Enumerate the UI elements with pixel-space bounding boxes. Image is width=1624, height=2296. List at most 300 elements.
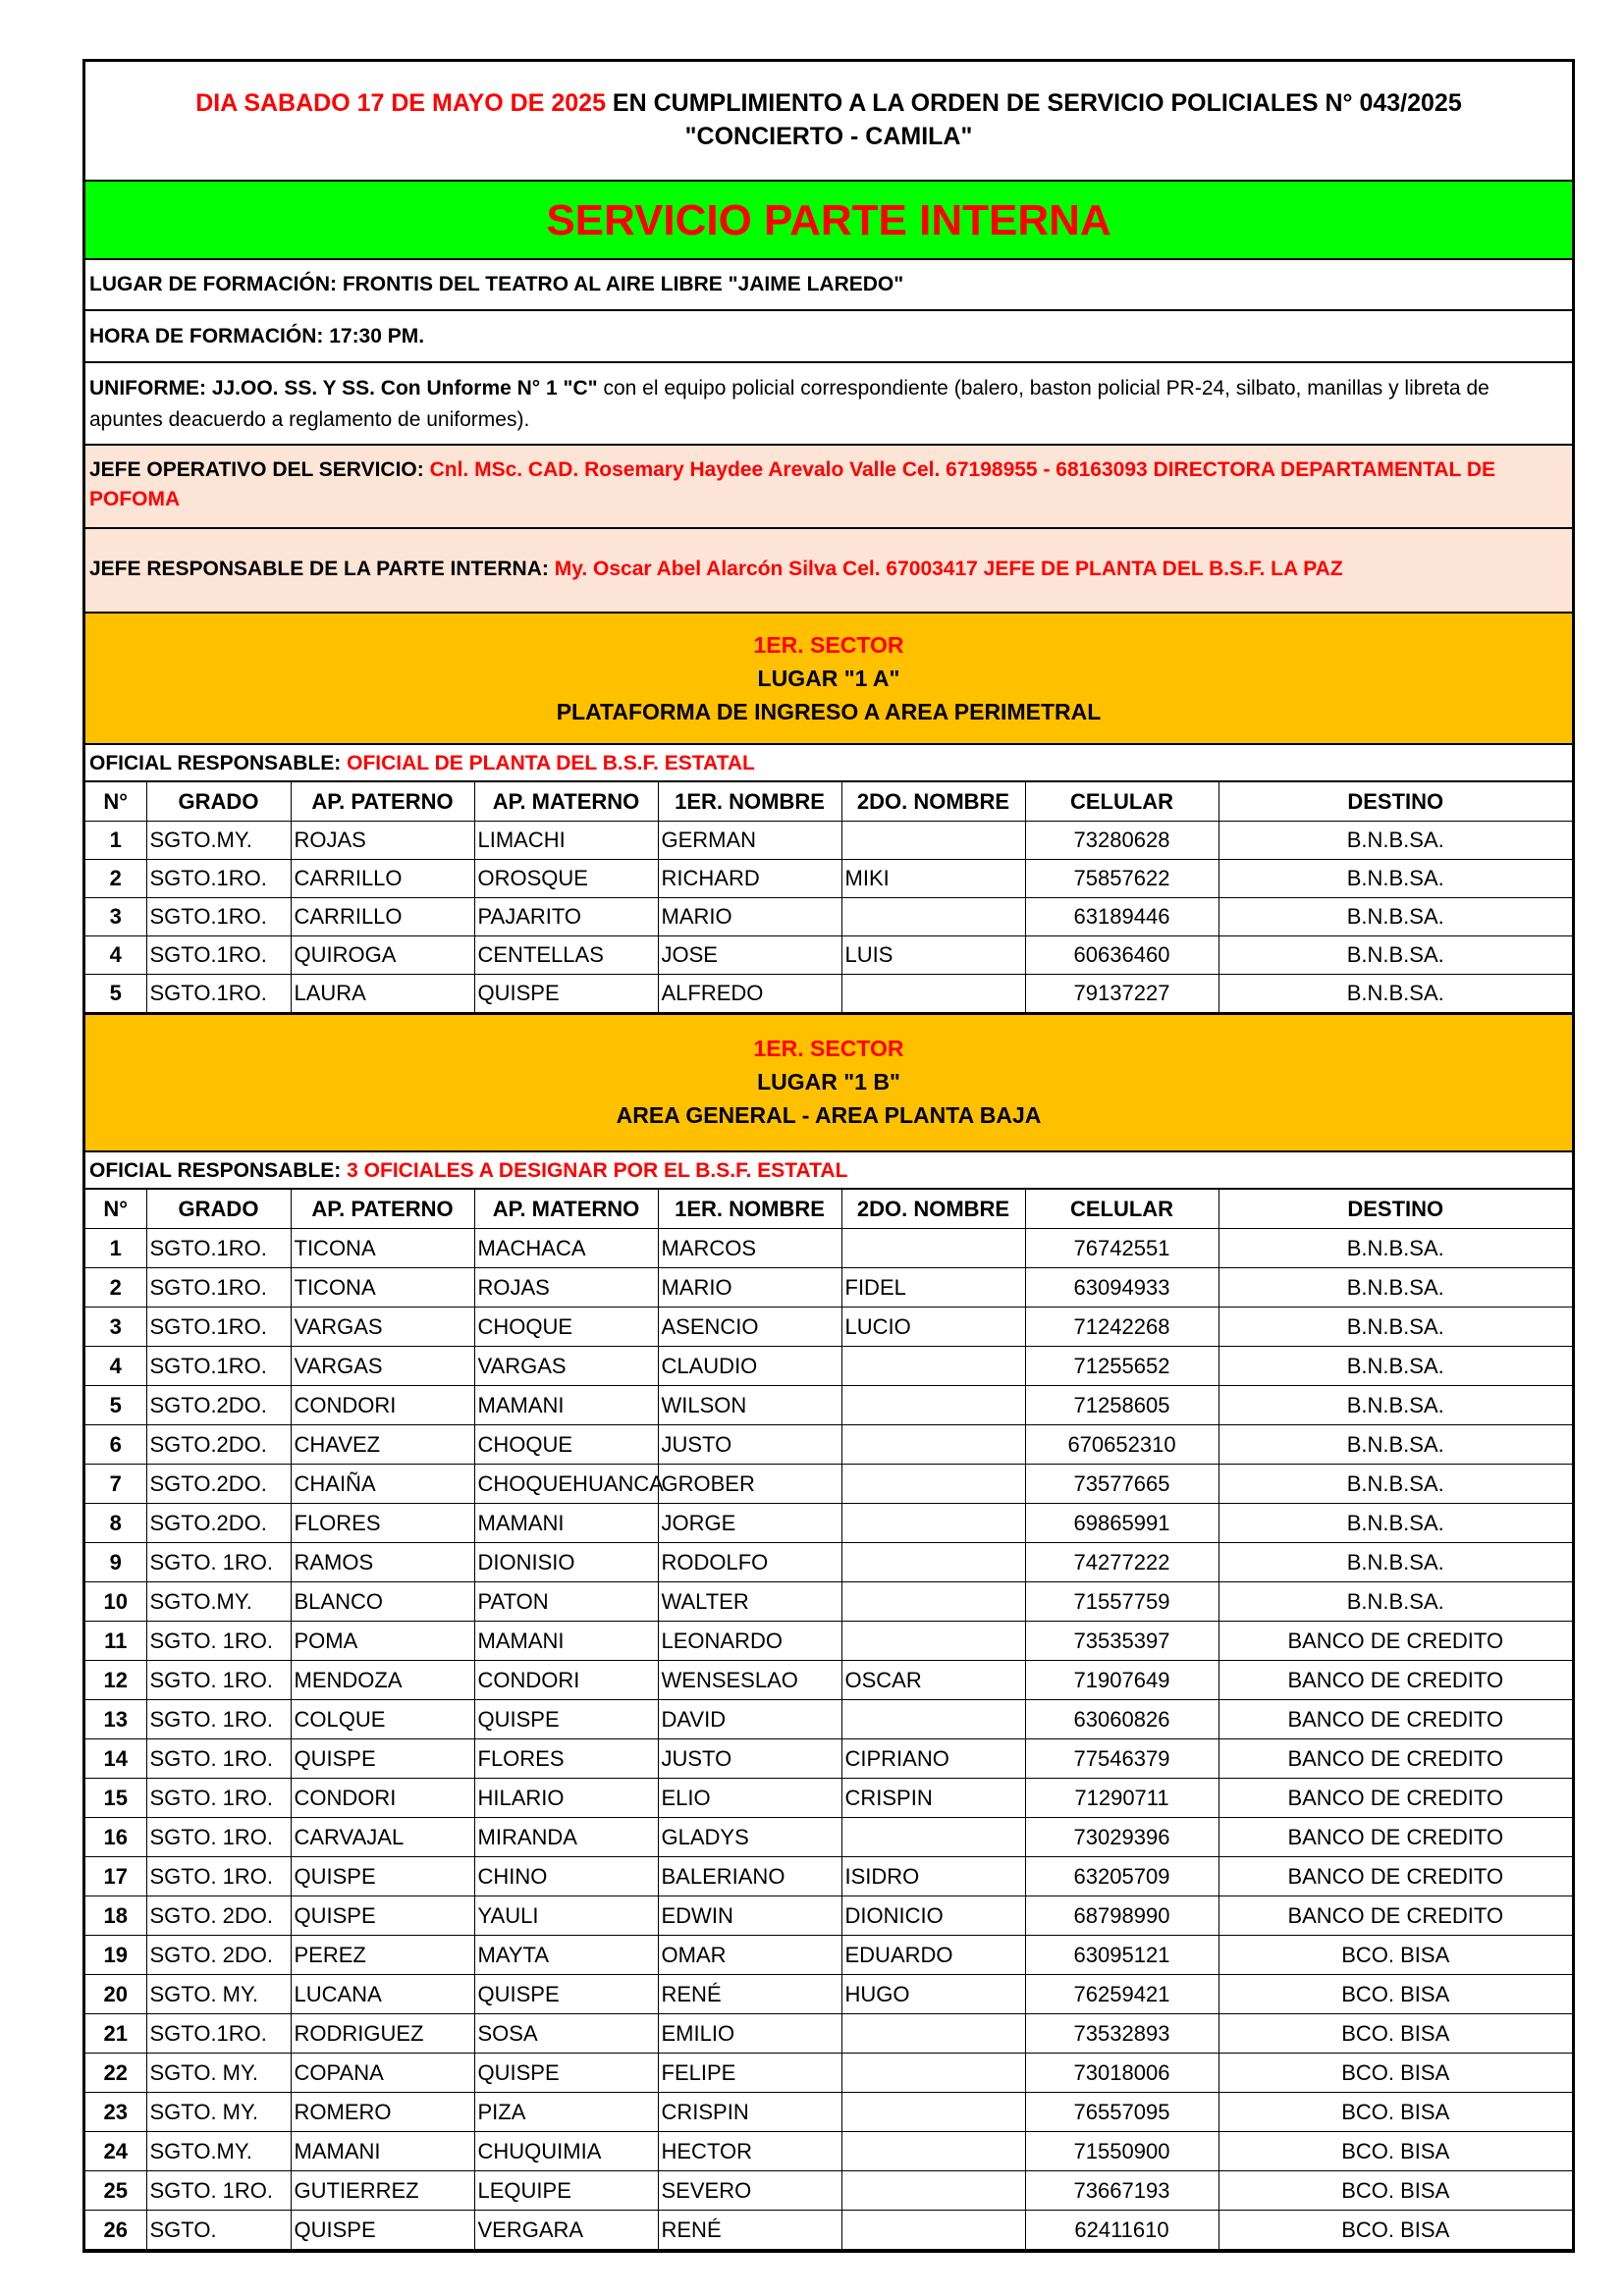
col-second-name-cell [841, 1347, 1025, 1386]
col-second-name-cell [841, 1622, 1025, 1661]
col-phone-cell: 63189446 [1025, 898, 1218, 936]
col-number-cell: 1 [85, 822, 146, 860]
table-row [85, 1425, 1572, 1465]
table-row [85, 2093, 1572, 2132]
col-paternal-surname-cell: FLORES [291, 1504, 474, 1543]
col-destination-cell: B.N.B.SA. [1218, 1465, 1572, 1504]
col-phone-cell: 670652310 [1025, 1425, 1218, 1465]
col-first-name-cell: EDWIN [658, 1896, 841, 1936]
col-number-cell: 26 [85, 2211, 146, 2250]
col-phone-cell: 76742551 [1025, 1229, 1218, 1268]
col-second-name-cell [841, 1700, 1025, 1739]
col-first-name-cell: RENÉ [658, 1975, 841, 2014]
header-line-1 [85, 86, 1572, 120]
sector-area: PLATAFORMA DE INGRESO A AREA PERIMETRAL [556, 699, 1102, 724]
col-paternal-surname-cell: BLANCO [291, 1582, 474, 1622]
table-row [85, 1308, 1572, 1347]
col-destination-cell: B.N.B.SA. [1218, 1582, 1572, 1622]
table-row [85, 1818, 1572, 1857]
col-paternal-surname-cell: ROJAS [291, 822, 474, 860]
col-first-name-cell: EMILIO [658, 2014, 841, 2054]
col-destination-cell: B.N.B.SA. [1218, 1229, 1572, 1268]
service-banner: SERVICIO PARTE INTERNA [85, 182, 1572, 260]
col-second-name-cell [841, 1465, 1025, 1504]
col-phone-cell: 73029396 [1025, 1818, 1218, 1857]
sector-place: LUGAR "1 B" [757, 1069, 900, 1095]
col-rank-cell: SGTO. 1RO. [146, 1700, 291, 1739]
col-first-name-cell: ELIO [658, 1779, 841, 1818]
formation-place: LUGAR DE FORMACIÓN: FRONTIS DEL TEATRO AL AIRE LIBRE "JAIME LAREDO" [85, 260, 1572, 311]
col-paternal-surname-cell: GUTIERREZ [291, 2171, 474, 2211]
col-first-name-cell: SEVERO [658, 2171, 841, 2211]
col-first-name-header: 1ER. NOMBRE [658, 782, 841, 822]
col-destination-cell: B.N.B.SA. [1218, 1386, 1572, 1425]
col-rank-cell: SGTO.2DO. [146, 1504, 291, 1543]
sector-1b-officer [85, 1152, 1572, 1190]
col-paternal-surname-cell: POMA [291, 1622, 474, 1661]
col-number-cell: 23 [85, 2093, 146, 2132]
col-maternal-surname-cell: FLORES [474, 1739, 658, 1779]
header-date: DIA SABADO 17 DE MAYO DE 2025 [195, 89, 606, 117]
col-phone-cell: 63060826 [1025, 1700, 1218, 1739]
uniform-info [85, 363, 1572, 446]
col-maternal-surname-cell: PATON [474, 1582, 658, 1622]
table-row [85, 1229, 1572, 1268]
col-phone-cell: 73018006 [1025, 2054, 1218, 2093]
col-number-cell: 6 [85, 1425, 146, 1465]
col-phone-cell: 71550900 [1025, 2132, 1218, 2171]
col-second-name-cell: OSCAR [841, 1661, 1025, 1700]
col-second-name-cell: EDUARDO [841, 1936, 1025, 1975]
col-rank-cell: SGTO. MY. [146, 2093, 291, 2132]
col-phone-cell: 60636460 [1025, 936, 1218, 975]
table-row [85, 2014, 1572, 2054]
col-phone-cell: 71290711 [1025, 1779, 1218, 1818]
col-destination-cell: BANCO DE CREDITO [1218, 1622, 1572, 1661]
col-phone-cell: 71242268 [1025, 1308, 1218, 1347]
header-order: EN CUMPLIMIENTO A LA ORDEN DE SERVICIO POLICIALES N° 043/2025 [605, 89, 1462, 117]
col-second-name-cell [841, 975, 1025, 1013]
table-row [85, 1582, 1572, 1622]
col-maternal-surname-cell: VERGARA [474, 2211, 658, 2250]
col-maternal-surname-cell: QUISPE [474, 975, 658, 1013]
col-phone-cell: 63095121 [1025, 1936, 1218, 1975]
col-number-cell: 24 [85, 2132, 146, 2171]
sector-1a-header [85, 614, 1572, 745]
col-maternal-surname-cell: CHOQUEHUANCA [474, 1465, 658, 1504]
col-rank-cell: SGTO. [146, 2211, 291, 2250]
col-paternal-surname-cell: QUISPE [291, 2211, 474, 2250]
col-number-cell: 18 [85, 1896, 146, 1936]
col-paternal-surname-cell: QUIROGA [291, 936, 474, 975]
col-number-cell: 9 [85, 1543, 146, 1582]
col-maternal-surname-cell: MACHACA [474, 1229, 658, 1268]
col-destination-cell: BANCO DE CREDITO [1218, 1896, 1572, 1936]
col-paternal-surname-cell: COPANA [291, 2054, 474, 2093]
col-number-cell: 17 [85, 1857, 146, 1896]
col-first-name-cell: ALFREDO [658, 975, 841, 1013]
col-number-cell: 5 [85, 1386, 146, 1425]
col-destination-cell: BCO. BISA [1218, 1975, 1572, 2014]
sector-1b-header [85, 1015, 1572, 1152]
sector-title: 1ER. SECTOR [753, 632, 904, 658]
sector-place: LUGAR "1 A" [757, 666, 900, 691]
col-phone-cell: 71557759 [1025, 1582, 1218, 1622]
col-second-name-cell [841, 1425, 1025, 1465]
col-phone-cell: 74277222 [1025, 1543, 1218, 1582]
col-first-name-cell: JUSTO [658, 1425, 841, 1465]
col-first-name-cell: BALERIANO [658, 1857, 841, 1896]
col-first-name-cell: GROBER [658, 1465, 841, 1504]
col-paternal-surname-cell: LUCANA [291, 1975, 474, 2014]
col-maternal-surname-cell: MAMANI [474, 1504, 658, 1543]
col-first-name-cell: GERMAN [658, 822, 841, 860]
col-destination-cell: BANCO DE CREDITO [1218, 1700, 1572, 1739]
col-maternal-surname-cell: HILARIO [474, 1779, 658, 1818]
col-maternal-surname-cell: SOSA [474, 2014, 658, 2054]
col-maternal-surname-cell: QUISPE [474, 2054, 658, 2093]
col-first-name-cell: JUSTO [658, 1739, 841, 1779]
col-number-cell: 2 [85, 860, 146, 898]
internal-chief-label: JEFE RESPONSABLE DE LA PARTE INTERNA: [89, 558, 555, 580]
col-number-cell: 4 [85, 1347, 146, 1386]
col-paternal-surname-cell: CARRILLO [291, 860, 474, 898]
col-first-name-cell: WILSON [658, 1386, 841, 1425]
table-header-row [85, 782, 1572, 822]
table-row [85, 1268, 1572, 1308]
col-first-name-cell: GLADYS [658, 1818, 841, 1857]
col-second-name-cell: CIPRIANO [841, 1739, 1025, 1779]
table-row [85, 1465, 1572, 1504]
officer-label: OFICIAL RESPONSABLE: [89, 1159, 348, 1182]
table-row [85, 2211, 1572, 2250]
col-maternal-surname-cell: MAMANI [474, 1622, 658, 1661]
table-row [85, 1739, 1572, 1779]
col-maternal-surname-cell: QUISPE [474, 1975, 658, 2014]
col-second-name-cell [841, 2014, 1025, 2054]
col-first-name-cell: LEONARDO [658, 1622, 841, 1661]
col-destination-cell: B.N.B.SA. [1218, 1268, 1572, 1308]
col-rank-cell: SGTO.MY. [146, 2132, 291, 2171]
table-row [85, 2171, 1572, 2211]
col-rank-cell: SGTO.2DO. [146, 1425, 291, 1465]
officer-label: OFICIAL RESPONSABLE: [89, 752, 348, 774]
table-row [85, 1936, 1572, 1975]
col-rank-cell: SGTO.1RO. [146, 1229, 291, 1268]
col-number-cell: 1 [85, 1229, 146, 1268]
col-destination-cell: B.N.B.SA. [1218, 1308, 1572, 1347]
col-destination-cell: B.N.B.SA. [1218, 1347, 1572, 1386]
col-second-name-cell: MIKI [841, 860, 1025, 898]
table-row [85, 898, 1572, 936]
table-row [85, 936, 1572, 975]
col-destination-cell: BCO. BISA [1218, 2211, 1572, 2250]
col-maternal-surname-cell: CENTELLAS [474, 936, 658, 975]
personnel-table-1b [85, 1190, 1572, 2250]
col-number-cell: 3 [85, 898, 146, 936]
service-order-sheet [82, 59, 1575, 2253]
col-number-cell: 19 [85, 1936, 146, 1975]
col-phone-cell: 73280628 [1025, 822, 1218, 860]
col-maternal-surname-cell: LIMACHI [474, 822, 658, 860]
col-phone-cell: 75857622 [1025, 860, 1218, 898]
col-paternal-surname-cell: CONDORI [291, 1779, 474, 1818]
col-number-cell: 8 [85, 1504, 146, 1543]
col-first-name-cell: WENSESLAO [658, 1661, 841, 1700]
col-destination-cell: BCO. BISA [1218, 2093, 1572, 2132]
col-first-name-cell: CRISPIN [658, 2093, 841, 2132]
col-paternal-surname-cell: CHAVEZ [291, 1425, 474, 1465]
col-phone-cell: 71255652 [1025, 1347, 1218, 1386]
col-number-cell: 5 [85, 975, 146, 1013]
col-destination-cell: B.N.B.SA. [1218, 860, 1572, 898]
officer-value: OFICIAL DE PLANTA DEL B.S.F. ESTATAL [347, 752, 755, 774]
col-first-name-cell: MARIO [658, 1268, 841, 1308]
col-phone-cell: 69865991 [1025, 1504, 1218, 1543]
col-number-cell: 14 [85, 1739, 146, 1779]
table-row [85, 1896, 1572, 1936]
col-maternal-surname-cell: ROJAS [474, 1268, 658, 1308]
col-number-cell: 13 [85, 1700, 146, 1739]
col-rank-cell: SGTO.1RO. [146, 1308, 291, 1347]
col-rank-cell: SGTO. 1RO. [146, 1661, 291, 1700]
col-second-name-cell: LUCIO [841, 1308, 1025, 1347]
col-maternal-surname-header: AP. MATERNO [474, 1190, 658, 1229]
col-maternal-surname-cell: CONDORI [474, 1661, 658, 1700]
col-phone-cell: 71258605 [1025, 1386, 1218, 1425]
table-row [85, 2054, 1572, 2093]
col-paternal-surname-cell: VARGAS [291, 1308, 474, 1347]
document-header [85, 62, 1572, 182]
col-first-name-cell: DAVID [658, 1700, 841, 1739]
col-phone-cell: 73667193 [1025, 2171, 1218, 2211]
table-row [85, 1700, 1572, 1739]
col-first-name-cell: RICHARD [658, 860, 841, 898]
col-first-name-header: 1ER. NOMBRE [658, 1190, 841, 1229]
col-destination-cell: BCO. BISA [1218, 2171, 1572, 2211]
col-second-name-header: 2DO. NOMBRE [841, 782, 1025, 822]
col-paternal-surname-cell: RAMOS [291, 1543, 474, 1582]
col-first-name-cell: MARCOS [658, 1229, 841, 1268]
col-second-name-cell: LUIS [841, 936, 1025, 975]
col-second-name-cell: HUGO [841, 1975, 1025, 2014]
col-second-name-cell: ISIDRO [841, 1857, 1025, 1896]
col-maternal-surname-cell: CHOQUE [474, 1425, 658, 1465]
col-phone-cell: 68798990 [1025, 1896, 1218, 1936]
operational-chief-value: Cnl. MSc. CAD. Rosemary Haydee Arevalo Valle Cel. 67198955 - 68163093 DIRECTORA DEPARTAMENTAL DE POFOMA [89, 458, 1495, 510]
col-paternal-surname-cell: CONDORI [291, 1386, 474, 1425]
col-paternal-surname-cell: CARVAJAL [291, 1818, 474, 1857]
col-second-name-cell [841, 2132, 1025, 2171]
col-rank-cell: SGTO. MY. [146, 1975, 291, 2014]
table-row [85, 2132, 1572, 2171]
col-maternal-surname-cell: PIZA [474, 2093, 658, 2132]
col-rank-cell: SGTO.1RO. [146, 2014, 291, 2054]
col-paternal-surname-cell: QUISPE [291, 1857, 474, 1896]
col-rank-cell: SGTO. 2DO. [146, 1896, 291, 1936]
formation-time: HORA DE FORMACIÓN: 17:30 PM. [85, 311, 1572, 363]
sector-1a-officer [85, 745, 1572, 782]
col-destination-cell: B.N.B.SA. [1218, 936, 1572, 975]
col-destination-cell: B.N.B.SA. [1218, 1504, 1572, 1543]
col-number-header: N° [85, 1190, 146, 1229]
sector-1b-table-wrap [85, 1190, 1572, 2250]
col-rank-cell: SGTO. 1RO. [146, 1857, 291, 1896]
col-second-name-cell: DIONICIO [841, 1896, 1025, 1936]
col-second-name-cell [841, 1386, 1025, 1425]
col-second-name-cell [841, 1582, 1025, 1622]
col-first-name-cell: CLAUDIO [658, 1347, 841, 1386]
col-destination-cell: BANCO DE CREDITO [1218, 1661, 1572, 1700]
col-maternal-surname-cell: CHINO [474, 1857, 658, 1896]
col-destination-cell: B.N.B.SA. [1218, 822, 1572, 860]
table-row [85, 1622, 1572, 1661]
sector-title: 1ER. SECTOR [753, 1036, 904, 1061]
col-rank-cell: SGTO. 1RO. [146, 1739, 291, 1779]
officer-value: 3 OFICIALES A DESIGNAR POR EL B.S.F. ESTATAL [347, 1159, 848, 1182]
col-destination-cell: B.N.B.SA. [1218, 898, 1572, 936]
col-phone-cell: 77546379 [1025, 1739, 1218, 1779]
col-number-header: N° [85, 782, 146, 822]
table-row [85, 1857, 1572, 1896]
col-second-name-cell [841, 822, 1025, 860]
col-phone-header: CELULAR [1025, 782, 1218, 822]
col-second-name-cell [841, 1543, 1025, 1582]
internal-chief-value: My. Oscar Abel Alarcón Silva Cel. 67003417 JEFE DE PLANTA DEL B.S.F. LA PAZ [554, 558, 1343, 580]
col-paternal-surname-cell: CHAIÑA [291, 1465, 474, 1504]
col-destination-header: DESTINO [1218, 782, 1572, 822]
col-maternal-surname-cell: VARGAS [474, 1347, 658, 1386]
col-maternal-surname-header: AP. MATERNO [474, 782, 658, 822]
sector-area: AREA GENERAL - AREA PLANTA BAJA [616, 1102, 1042, 1128]
col-phone-cell: 63094933 [1025, 1268, 1218, 1308]
table-row [85, 1504, 1572, 1543]
col-paternal-surname-cell: ROMERO [291, 2093, 474, 2132]
col-number-cell: 7 [85, 1465, 146, 1504]
col-second-name-cell [841, 1229, 1025, 1268]
sector-1a-table-wrap [85, 782, 1572, 1015]
header-event: "CONCIERTO - CAMILA" [684, 123, 973, 150]
col-first-name-cell: MARIO [658, 898, 841, 936]
col-destination-cell: BCO. BISA [1218, 2054, 1572, 2093]
col-paternal-surname-cell: MAMANI [291, 2132, 474, 2171]
col-phone-cell: 62411610 [1025, 2211, 1218, 2250]
col-rank-header: GRADO [146, 782, 291, 822]
col-first-name-cell: WALTER [658, 1582, 841, 1622]
col-second-name-cell [841, 1504, 1025, 1543]
col-destination-cell: BCO. BISA [1218, 1936, 1572, 1975]
col-paternal-surname-cell: COLQUE [291, 1700, 474, 1739]
col-phone-cell: 79137227 [1025, 975, 1218, 1013]
col-rank-header: GRADO [146, 1190, 291, 1229]
operational-chief [85, 446, 1572, 529]
col-phone-cell: 63205709 [1025, 1857, 1218, 1896]
col-first-name-cell: JOSE [658, 936, 841, 975]
col-rank-cell: SGTO.1RO. [146, 1268, 291, 1308]
col-destination-cell: BANCO DE CREDITO [1218, 1739, 1572, 1779]
col-paternal-surname-cell: VARGAS [291, 1347, 474, 1386]
col-rank-cell: SGTO.1RO. [146, 975, 291, 1013]
col-second-name-cell [841, 2171, 1025, 2211]
col-first-name-cell: ASENCIO [658, 1308, 841, 1347]
col-destination-cell: BANCO DE CREDITO [1218, 1857, 1572, 1896]
personnel-table-1a [85, 782, 1572, 1013]
col-number-cell: 3 [85, 1308, 146, 1347]
col-number-cell: 12 [85, 1661, 146, 1700]
col-destination-cell: B.N.B.SA. [1218, 1425, 1572, 1465]
col-rank-cell: SGTO.1RO. [146, 898, 291, 936]
col-maternal-surname-cell: CHUQUIMIA [474, 2132, 658, 2171]
col-second-name-cell [841, 2211, 1025, 2250]
col-maternal-surname-cell: PAJARITO [474, 898, 658, 936]
col-maternal-surname-cell: MAYTA [474, 1936, 658, 1975]
col-maternal-surname-cell: MIRANDA [474, 1818, 658, 1857]
col-maternal-surname-cell: MAMANI [474, 1386, 658, 1425]
col-maternal-surname-cell: DIONISIO [474, 1543, 658, 1582]
table-row [85, 1347, 1572, 1386]
col-second-name-header: 2DO. NOMBRE [841, 1190, 1025, 1229]
col-second-name-cell [841, 898, 1025, 936]
col-rank-cell: SGTO. MY. [146, 2054, 291, 2093]
table-header-row [85, 1190, 1572, 1229]
col-number-cell: 15 [85, 1779, 146, 1818]
col-number-cell: 4 [85, 936, 146, 975]
table-row [85, 822, 1572, 860]
col-destination-cell: B.N.B.SA. [1218, 1543, 1572, 1582]
col-phone-cell: 76557095 [1025, 2093, 1218, 2132]
col-maternal-surname-cell: QUISPE [474, 1700, 658, 1739]
col-maternal-surname-cell: YAULI [474, 1896, 658, 1936]
col-first-name-cell: HECTOR [658, 2132, 841, 2171]
col-paternal-surname-cell: LAURA [291, 975, 474, 1013]
col-rank-cell: SGTO.1RO. [146, 936, 291, 975]
col-second-name-cell: CRISPIN [841, 1779, 1025, 1818]
col-maternal-surname-cell: CHOQUE [474, 1308, 658, 1347]
col-rank-cell: SGTO. 2DO. [146, 1936, 291, 1975]
col-second-name-cell: FIDEL [841, 1268, 1025, 1308]
col-number-cell: 2 [85, 1268, 146, 1308]
col-rank-cell: SGTO.1RO. [146, 1347, 291, 1386]
col-paternal-surname-cell: PEREZ [291, 1936, 474, 1975]
table-row [85, 1543, 1572, 1582]
table-row [85, 860, 1572, 898]
col-rank-cell: SGTO. 1RO. [146, 1818, 291, 1857]
table-row [85, 1975, 1572, 2014]
col-paternal-surname-cell: QUISPE [291, 1896, 474, 1936]
col-maternal-surname-cell: LEQUIPE [474, 2171, 658, 2211]
col-rank-cell: SGTO.2DO. [146, 1386, 291, 1425]
col-number-cell: 22 [85, 2054, 146, 2093]
uniform-label: UNIFORME: JJ.OO. SS. Y SS. Con Unforme N° 1 "C" [89, 377, 598, 400]
col-number-cell: 11 [85, 1622, 146, 1661]
col-destination-cell: B.N.B.SA. [1218, 975, 1572, 1013]
col-second-name-cell [841, 2054, 1025, 2093]
col-rank-cell: SGTO.2DO. [146, 1465, 291, 1504]
col-number-cell: 10 [85, 1582, 146, 1622]
col-number-cell: 16 [85, 1818, 146, 1857]
col-phone-header: CELULAR [1025, 1190, 1218, 1229]
col-number-cell: 25 [85, 2171, 146, 2211]
col-paternal-surname-header: AP. PATERNO [291, 1190, 474, 1229]
col-rank-cell: SGTO. 1RO. [146, 2171, 291, 2211]
operational-chief-label: JEFE OPERATIVO DEL SERVICIO: [89, 458, 430, 481]
col-rank-cell: SGTO.1RO. [146, 860, 291, 898]
col-paternal-surname-cell: RODRIGUEZ [291, 2014, 474, 2054]
col-destination-cell: BCO. BISA [1218, 2014, 1572, 2054]
col-paternal-surname-cell: MENDOZA [291, 1661, 474, 1700]
col-first-name-cell: OMAR [658, 1936, 841, 1975]
col-number-cell: 20 [85, 1975, 146, 2014]
